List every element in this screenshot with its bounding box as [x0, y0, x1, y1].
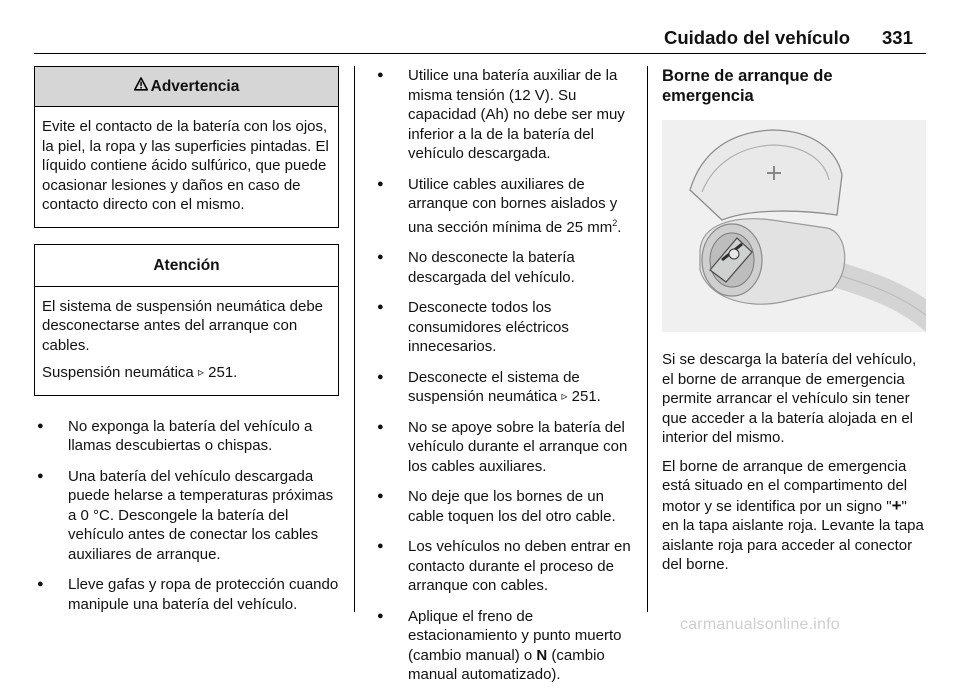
- suspension-ref-page[interactable]: 251.: [571, 388, 601, 405]
- list-item: ● Utilice cables auxiliares de arranque con bornes aislados y una sección mínima de 25 $mm^2$.: [374, 175, 636, 238]
- col1-bullet-list: [34, 417, 339, 615]
- warning-triangle-icon: [134, 67, 148, 106]
- list-item: ● No deje que los bornes de un cable toquen los del otro cable.: [374, 487, 636, 526]
- section-heading: Borne de arranque de emergencia: [662, 67, 833, 105]
- attention-box-body: [35, 287, 338, 395]
- header-divider: [34, 53, 926, 54]
- warning-box-body: [35, 107, 338, 227]
- page-number: 331: [882, 27, 913, 48]
- list-item: ● Desconecte todos los consumidores eléctricos innecesarios.: [374, 298, 636, 357]
- warning-box: [34, 66, 339, 228]
- column-divider-2: [647, 66, 648, 612]
- jump-start-terminal-illustration: [662, 120, 926, 332]
- page-reference-arrow-icon: ▹: [197, 365, 204, 379]
- column-2: [374, 66, 636, 696]
- column-1: [34, 66, 339, 625]
- paragraph-2: El borne de arranque de emergencia está situado en el compartimento del motor y se identifica por un signo "+" en la tapa aislante roja. Levante la tapa aislante roja para acceder al conector del borne.: [662, 457, 924, 573]
- attention-box-header: [35, 245, 338, 287]
- page-header-title: Cuidado del vehículo: [664, 27, 851, 48]
- attention-text: El sistema de suspensión neumática debe desconectarse antes del arranque con cables.: [42, 297, 324, 354]
- list-item: ● Los vehículos no deben entrar en contacto durante el proceso de arranque con cables.: [374, 537, 636, 596]
- list-item: ● Desconecte el sistema de suspensión neumática ▹ 251.: [374, 368, 636, 407]
- list-item: ● Utilice una batería auxiliar de la misma tensión (12 V). Su capacidad (Ah) no debe ser muy inferior a la de la batería del vehículo descargada.: [374, 66, 636, 164]
- list-item: ● Aplique el freno de estacionamiento y punto muerto (cambio manual) o N (cambio manual automatizado).: [374, 607, 636, 685]
- attention-box-title: Atención: [153, 256, 220, 274]
- attention-ref-page[interactable]: 251.: [208, 364, 238, 381]
- warning-text: Evite el contacto de la batería con los ojos, la piel, la ropa y las superficies pintadas. El líquido contiene ácido sulfúrico, que puede ocasionar lesiones y daños en caso de contacto directo con el mismo.: [42, 118, 329, 213]
- list-item: ● Lleve gafas y ropa de protección cuando manipule una batería del vehículo.: [34, 575, 339, 614]
- col2-bullet-list: [374, 66, 636, 685]
- watermark: carmanualsonline.info: [680, 616, 840, 633]
- page-reference-arrow-icon: ▹: [561, 389, 568, 403]
- attention-box: [34, 244, 339, 396]
- list-item: ● Una batería del vehículo descargada puede helarse a temperaturas próximas a 0 °C. Descongele la batería del vehículo antes de conectar los cables auxiliares de arranque.: [34, 467, 339, 565]
- attention-reference: Suspensión neumática ▹ 251.: [42, 364, 238, 381]
- column-3: [662, 66, 926, 584]
- paragraph-1: Si se descarga la batería del vehículo, el borne de arranque de emergencia permite arrancar el vehículo sin tener que acceder a la batería alojada en el interior del mismo.: [662, 351, 917, 446]
- list-item: ● No exponga la batería del vehículo a llamas descubiertas o chispas.: [34, 417, 339, 456]
- warning-box-title: Advertencia: [150, 78, 240, 95]
- list-item: ● No se apoye sobre la batería del vehículo durante el arranque con los cables auxiliares.: [374, 418, 636, 477]
- plus-sign-icon: +: [891, 495, 902, 515]
- list-item: ● No desconecte la batería descargada del vehículo.: [374, 248, 636, 287]
- warning-box-header: [35, 67, 338, 107]
- column-divider-1: [354, 66, 355, 612]
